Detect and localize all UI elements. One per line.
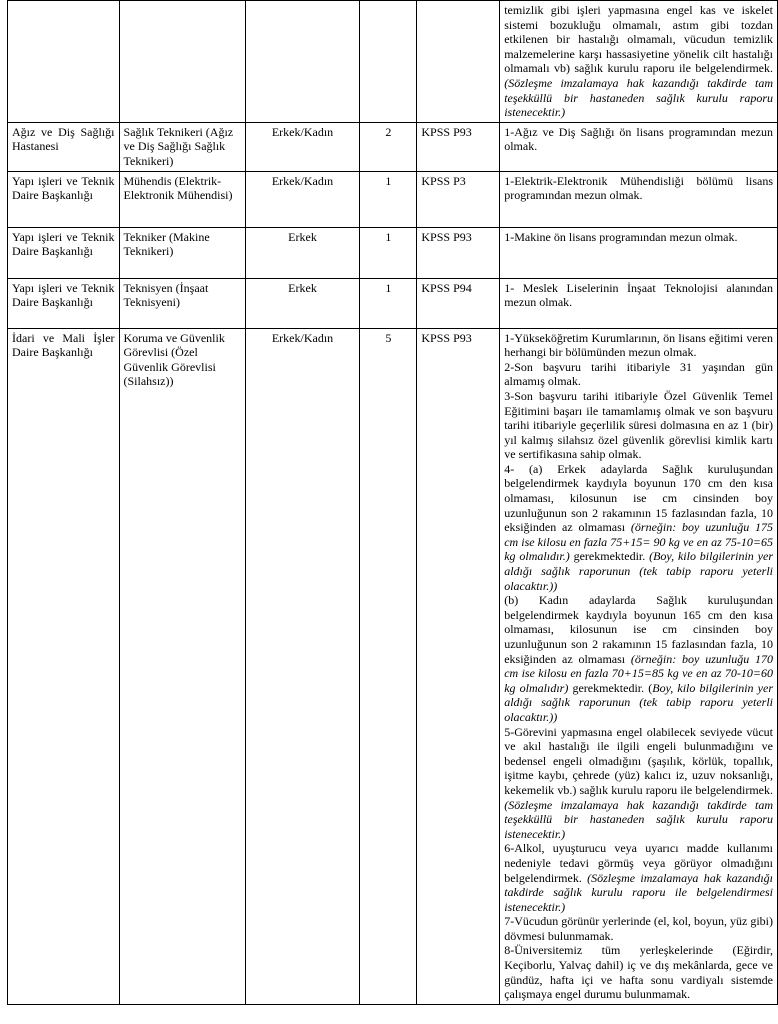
unit-cell: Yapı işleri ve Teknik Daire Başkanlığı (8, 227, 120, 278)
gender-cell: Erkek (245, 278, 360, 328)
gender-cell (245, 1, 360, 123)
count-cell: 2 (360, 122, 417, 171)
gender-cell: Erkek/Kadın (245, 171, 360, 227)
score-cell: KPSS P94 (417, 278, 500, 328)
table-row (8, 278, 778, 328)
count-cell: 1 (360, 171, 417, 227)
count-cell: 1 (360, 227, 417, 278)
requirement-item: 2-Son başvuru tarihi itibariyle 31 yaşından gün almamış olmak. (504, 359, 773, 389)
gender-cell: Erkek/Kadın (245, 122, 360, 171)
requirements-cell (500, 1, 778, 123)
table-row (8, 171, 778, 227)
requirements-cell (500, 328, 778, 1004)
requirement-item: 4- (a) Erkek adaylarda Sağlık kuruluşundan belgelendirmek kaydıyla boyunun 170 cm den kısa olmaması, kilosunun ise cm cinsinden boy uzunluğunun son 2 rakamının 15 fazlasından fazla, 10 eksiğinden az olmaması (örneğin: boy uzunluğu 175 cm ise kilosu en fazla 75+15= 90 kg ve en az 75-10=65 kg olmalıdır.) gerekmektedir. (Boy, kilo bilgilerinin yer aldığı sağlık raporunun (tek tabip raporu yeterli olacaktır.)) (504, 461, 773, 593)
requirement-item: 7-Vücudun görünür yerlerinde (el, kol, boyun, yüz gibi) dövmesi bulunmamak. (504, 914, 773, 943)
table-row (8, 328, 778, 1004)
table-row (8, 1, 778, 123)
requirements-cell (500, 171, 778, 227)
title-cell: Mühendis (Elektrik-Elektronik Mühendisi) (119, 171, 245, 227)
count-cell: 5 (360, 328, 417, 1004)
unit-cell: Yapı işleri ve Teknik Daire Başkanlığı (8, 278, 120, 328)
requirement-item: 1-Ağız ve Diş Sağlığı ön lisans programından mezun olmak. (504, 124, 773, 154)
count-cell: 1 (360, 278, 417, 328)
requirement-item: 1- Meslek Liselerinin İnşaat Teknolojisi alanından mezun olmak. (504, 280, 773, 310)
table-row (8, 122, 778, 171)
title-cell: Teknisyen (İnşaat Teknisyeni) (119, 278, 245, 328)
gender-cell: Erkek/Kadın (245, 328, 360, 1004)
count-cell (360, 1, 417, 123)
score-cell: KPSS P93 (417, 227, 500, 278)
requirement-item: (b) Kadın adaylarda Sağlık kuruluşundan belgelendirmek kaydıyla boyunun 165 cm den kısa olmaması, kilosunun ise cm cinsinden boy uzunluğunun son 2 rakamının 15 fazlasından fazla, 10 eksiğinden az olmaması (örneğin: boy uzunluğu 170 cm ise kilosu en fazla 70+15=85 kg ve en az 70-10=60 kg olmalıdır) gerekmektedir. (Boy, kilo bilgilerinin yer aldığı sağlık raporunun (tek tabip raporu yeterli olacaktır.)) (504, 593, 773, 724)
title-cell (119, 1, 245, 123)
title-cell: Koruma ve Güvenlik Görevlisi (Özel Güvenlik Görevlisi (Silahsız)) (119, 328, 245, 1004)
requirement-item: 8-Üniversitemiz tüm yerleşkelerinde (Eğirdir, Keçiborlu, Yalvaç dahil) iç ve dış mekânlarda, gece ve gündüz, hafta içi ve hafta sonu vardiyalı sistemde çalışmaya engel durumu bulunmamak. (504, 943, 773, 1002)
requirements-cell (500, 278, 778, 328)
unit-cell (8, 1, 120, 123)
table-row (8, 227, 778, 278)
unit-cell: Yapı işleri ve Teknik Daire Başkanlığı (8, 171, 120, 227)
score-cell: KPSS P93 (417, 328, 500, 1004)
requirement-item: 1-Yükseköğretim Kurumlarının, ön lisans eğitimi veren herhangi bir bölümünden mezun olmak. (504, 330, 773, 360)
score-cell (417, 1, 500, 123)
requirements-cell (500, 227, 778, 278)
requirement-item: 5-Görevini yapmasına engel olabilecek seviyede vücut ve akıl hastalığı ile ilgili engeli bulunmadığını ve bedensel engeli olmadığını (şaşılık, körlük, topallık, işitme kaybı, çehrede (yüz) kalıcı iz, uzuv noksanlığı, kekemelik vb.) sağlık kurulu raporu ile belgelendirmek. (Sözleşme imzalamaya hak kazandığı takdirde tam teşekküllü bir hastaneden sağlık kurulu raporu istenecektir.) (504, 724, 773, 841)
title-cell: Sağlık Teknikeri (Ağız ve Diş Sağlığı Sağlık Teknikeri) (119, 122, 245, 171)
requirement-item: temizlik gibi işleri yapmasına engel kas ve iskelet sistemi bozukluğu olmamalı, astım gibi tozdan etkilenen bir hastalığı olmamalı, vücudun temizlik malzemelerine karşı hassasiyetine yönelik cilt hastalığı olmamalı vb) sağlık kurulu raporu ile belgelendirmek. (Sözleşme imzalamaya hak kazandığı takdirde tam teşekküllü bir hastaneden sağlık kurulu raporu istenecektir.) (504, 3, 773, 120)
gender-cell: Erkek (245, 227, 360, 278)
positions-table (7, 0, 778, 1005)
requirement-item: 1-Elektrik-Elektronik Mühendisliği bölümü lisans programından mezun olmak. (504, 173, 773, 203)
requirement-item: 6-Alkol, uyuşturucu veya uyarıcı madde kullanımı nedeniyle tedavi görmüş veya görüyor olmadığını belgelendirmek. (Sözleşme imzalamaya hak kazandığı takdirde sağlık kurulu raporu ile belgelendirmesi istenecektir.) (504, 841, 773, 914)
requirements-cell (500, 122, 778, 171)
score-cell: KPSS P3 (417, 171, 500, 227)
title-cell: Tekniker (Makine Teknikeri) (119, 227, 245, 278)
unit-cell: İdari ve Mali İşler Daire Başkanlığı (8, 328, 120, 1004)
unit-cell: Ağız ve Diş Sağlığı Hastanesi (8, 122, 120, 171)
requirement-item: 1-Makine ön lisans programından mezun olmak. (504, 229, 738, 244)
requirement-item: 3-Son başvuru tarihi itibariyle Özel Güvenlik Temel Eğitimini başarı ile tamamlamış olmak ve son başvuru tarihi itibariyle geçerlilik süresi dolmasına en az 1 (bir) yıl kalmış silahsız özel güvenlik görevlisi kimlik kartı ve sertifikasına sahip olmak. (504, 388, 773, 462)
score-cell: KPSS P93 (417, 122, 500, 171)
